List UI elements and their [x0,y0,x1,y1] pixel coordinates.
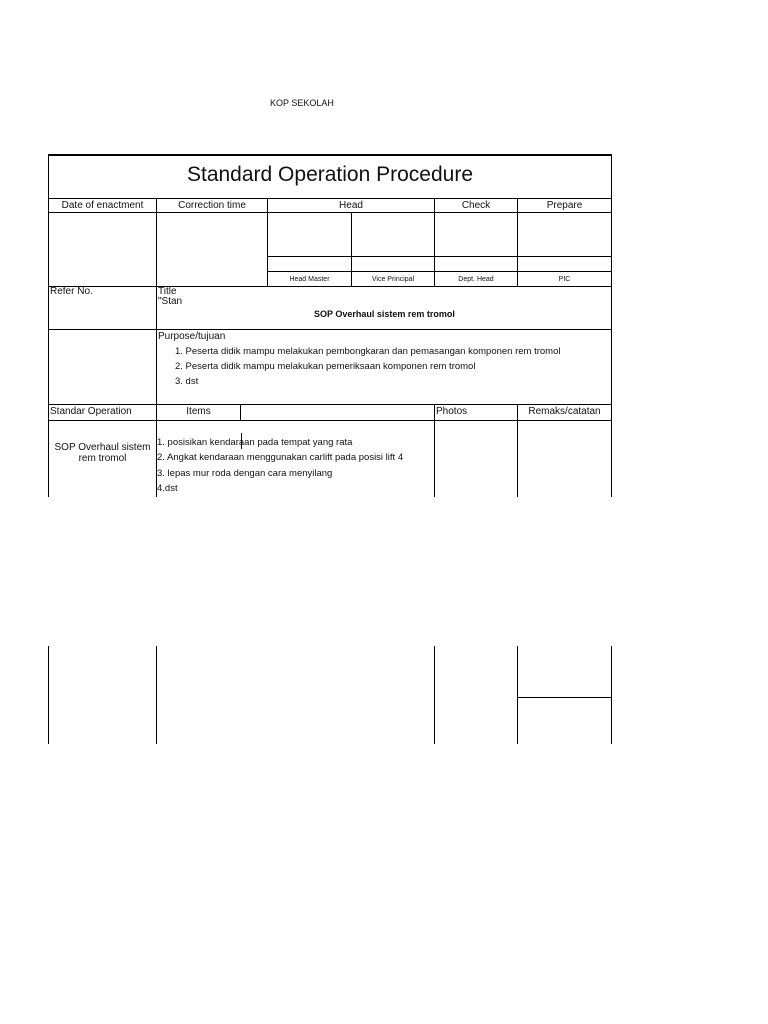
sop-title: SOP Overhaul sistem rem tromol [314,309,455,319]
items-label: Items [186,406,211,417]
step-item: 1. posisikan kendaraan pada tempat yang rata [157,437,353,448]
kop-sekolah: KOP SEKOLAH [270,98,334,108]
sig-vice-principal: Vice Principal [371,276,415,283]
purpose-item: 3. dst [175,376,199,387]
sop-name: SOP Overhaul sistem [54,442,151,453]
sig-pic: PIC [558,276,571,283]
refer-no-label: Refer No. [50,286,93,297]
step-item: 2. Angkat kendaraan menggunakan carlift pada posisi lift 4 [157,452,404,463]
title-label: Title [158,286,177,297]
purpose-label: Purpose/tujuan [158,331,226,342]
col-date-of-enactment: Date of enactment [61,200,144,211]
purpose-item: 2. Peserta didik mampu melakukan pemeriksaan komponen rem tromol [175,361,476,372]
sig-dept-head: Dept. Head [458,276,494,283]
col-prepare: Prepare [546,200,583,211]
step-item: 4.dst [157,483,178,494]
step-item: 3. lepas mur roda dengan cara menyilang [157,468,333,479]
document-title: Standard Operation Procedure [186,163,473,186]
col-check: Check [461,200,491,211]
photos-label: Photos [436,406,468,417]
sop-name-line2: rem tromol [78,453,127,464]
title-value: "Stan [158,296,183,307]
col-correction-time: Correction time [178,200,246,211]
purpose-item: 1. Peserta didik mampu melakukan pembongkaran dan pemasangan komponen rem tromol [175,346,561,357]
sig-head-master: Head Master [289,276,330,283]
remarks-label: Remaks/catatan [528,406,601,417]
standar-operation-label: Standar Operation [50,406,132,417]
col-head: Head [339,200,363,211]
